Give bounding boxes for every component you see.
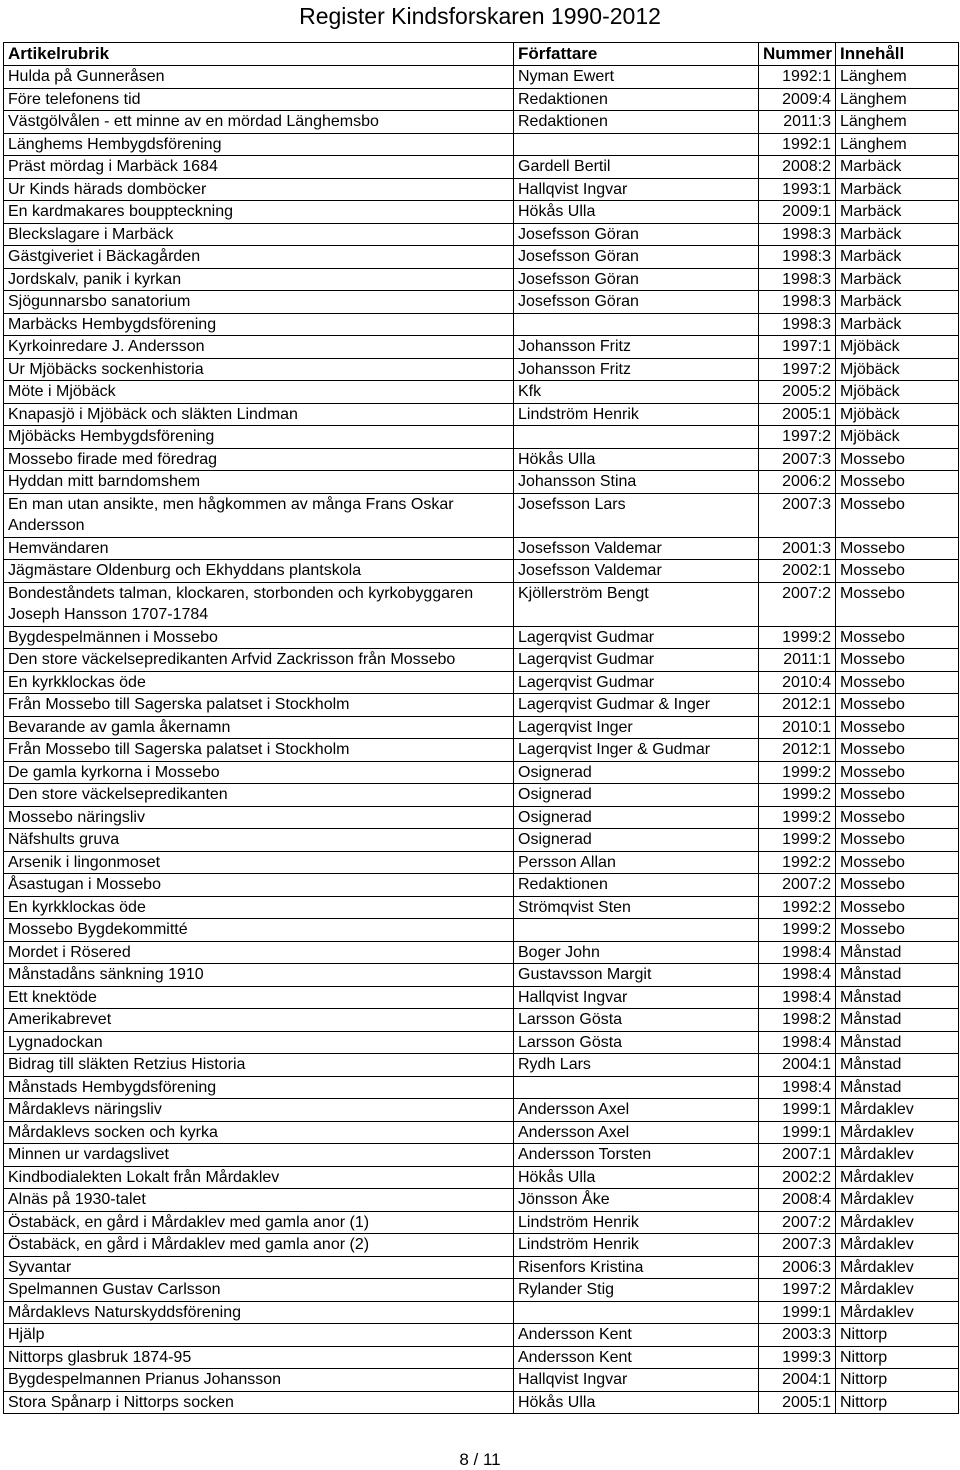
cell-title: Mossebo Bygdekommitté <box>4 919 514 942</box>
table-row <box>4 1301 959 1324</box>
cell-number: 2007:1 <box>759 1144 836 1167</box>
cell-number: 1998:2 <box>759 1009 836 1032</box>
table-row <box>4 178 959 201</box>
cell-title: Ett knektöde <box>4 986 514 1009</box>
table-row <box>4 133 959 156</box>
cell-content: Mossebo <box>836 471 959 494</box>
cell-title: Hemvändaren <box>4 537 514 560</box>
table-row <box>4 471 959 494</box>
cell-content: Mossebo <box>836 626 959 649</box>
cell-number: 2009:4 <box>759 88 836 111</box>
header-content: Innehåll <box>836 43 959 66</box>
table-row <box>4 1031 959 1054</box>
table-row <box>4 313 959 336</box>
table-row <box>4 246 959 269</box>
cell-content: Marbäck <box>836 156 959 179</box>
cell-number: 1998:3 <box>759 246 836 269</box>
cell-number: 2007:2 <box>759 582 836 626</box>
cell-number: 2002:2 <box>759 1166 836 1189</box>
table-row <box>4 1009 959 1032</box>
table-row <box>4 403 959 426</box>
cell-author: Johansson Fritz <box>514 358 759 381</box>
cell-number: 1999:2 <box>759 761 836 784</box>
table-row <box>4 694 959 717</box>
cell-title: Ur Kinds härads domböcker <box>4 178 514 201</box>
cell-author: Josefsson Valdemar <box>514 537 759 560</box>
cell-author: Boger John <box>514 941 759 964</box>
page-title: Register Kindsforskaren 1990-2012 <box>299 3 661 29</box>
cell-title: Minnen ur vardagslivet <box>4 1144 514 1167</box>
cell-number: 2009:1 <box>759 201 836 224</box>
cell-content: Länghem <box>836 111 959 134</box>
cell-number: 2006:3 <box>759 1256 836 1279</box>
table-row <box>4 1324 959 1347</box>
table-row <box>4 874 959 897</box>
cell-title: Länghems Hembygdsförening <box>4 133 514 156</box>
cell-title: Stora Spånarp i Nittorps socken <box>4 1391 514 1414</box>
cell-title: Mårdaklevs socken och kyrka <box>4 1121 514 1144</box>
cell-author: Larsson Gösta <box>514 1009 759 1032</box>
cell-author: Lindström Henrik <box>514 1234 759 1257</box>
cell-author: Josefsson Göran <box>514 268 759 291</box>
cell-author: Jönsson Åke <box>514 1189 759 1212</box>
cell-number: 1993:1 <box>759 178 836 201</box>
table-row <box>4 716 959 739</box>
cell-author: Josefsson Lars <box>514 493 759 537</box>
cell-number: 1998:4 <box>759 986 836 1009</box>
cell-content: Mossebo <box>836 671 959 694</box>
header-row <box>4 43 959 66</box>
cell-author: Josefsson Valdemar <box>514 560 759 583</box>
cell-title: Mossebo firade med föredrag <box>4 448 514 471</box>
header-number: Nummer <box>759 43 836 66</box>
table-row <box>4 448 959 471</box>
cell-content: Nittorp <box>836 1369 959 1392</box>
cell-content: Mossebo <box>836 649 959 672</box>
table-row <box>4 626 959 649</box>
cell-title: Månstadåns sänkning 1910 <box>4 964 514 987</box>
cell-content: Länghem <box>836 133 959 156</box>
cell-title: Bevarande av gamla åkernamn <box>4 716 514 739</box>
cell-author: Gardell Bertil <box>514 156 759 179</box>
table-row <box>4 537 959 560</box>
cell-author: Andersson Kent <box>514 1324 759 1347</box>
cell-author: Lagerqvist Gudmar & Inger <box>514 694 759 717</box>
cell-content: Mossebo <box>836 716 959 739</box>
cell-author: Hallqvist Ingvar <box>514 1369 759 1392</box>
cell-number: 1998:4 <box>759 1076 836 1099</box>
cell-content: Mossebo <box>836 560 959 583</box>
cell-content: Månstad <box>836 1054 959 1077</box>
cell-title: Kyrkoinredare J. Andersson <box>4 336 514 359</box>
cell-author: Hökås Ulla <box>514 201 759 224</box>
cell-author: Andersson Torsten <box>514 1144 759 1167</box>
cell-title: Bygdespelmännen i Mossebo <box>4 626 514 649</box>
cell-author <box>514 919 759 942</box>
table-row <box>4 1346 959 1369</box>
cell-content: Marbäck <box>836 178 959 201</box>
cell-number: 1992:2 <box>759 851 836 874</box>
cell-number: 2012:1 <box>759 739 836 762</box>
cell-content: Marbäck <box>836 291 959 314</box>
cell-content: Nittorp <box>836 1346 959 1369</box>
cell-title: Arsenik i lingonmoset <box>4 851 514 874</box>
cell-title: Bleckslagare i Marbäck <box>4 223 514 246</box>
table-row <box>4 1099 959 1122</box>
cell-title: Östabäck, en gård i Mårdaklev med gamla anor (1) <box>4 1211 514 1234</box>
cell-content: Månstad <box>836 1009 959 1032</box>
cell-author <box>514 426 759 449</box>
cell-number: 2006:2 <box>759 471 836 494</box>
cell-title: Knapasjö i Mjöbäck och släkten Lindman <box>4 403 514 426</box>
cell-author: Kjöllerström Bengt <box>514 582 759 626</box>
cell-title: Bygdespelmannen Prianus Johansson <box>4 1369 514 1392</box>
table-row <box>4 66 959 89</box>
table-row <box>4 1279 959 1302</box>
cell-author: Rydh Lars <box>514 1054 759 1077</box>
cell-content: Mossebo <box>836 448 959 471</box>
cell-author: Osignerad <box>514 829 759 852</box>
cell-content: Mossebo <box>836 874 959 897</box>
cell-content: Månstad <box>836 941 959 964</box>
cell-author: Andersson Axel <box>514 1121 759 1144</box>
table-row <box>4 671 959 694</box>
cell-title: En kardmakares bouppteckning <box>4 201 514 224</box>
cell-content: Marbäck <box>836 268 959 291</box>
cell-author: Hökås Ulla <box>514 1166 759 1189</box>
table-row <box>4 964 959 987</box>
cell-author: Hallqvist Ingvar <box>514 178 759 201</box>
table-row <box>4 1391 959 1414</box>
cell-title: Amerikabrevet <box>4 1009 514 1032</box>
cell-author: Lagerqvist Inger <box>514 716 759 739</box>
cell-title: Mårdaklevs Naturskyddsförening <box>4 1301 514 1324</box>
cell-number: 2003:3 <box>759 1324 836 1347</box>
table-row <box>4 1144 959 1167</box>
cell-number: 2008:2 <box>759 156 836 179</box>
cell-title: Marbäcks Hembygdsförening <box>4 313 514 336</box>
cell-content: Mossebo <box>836 919 959 942</box>
table-row <box>4 88 959 111</box>
cell-title: Möte i Mjöbäck <box>4 381 514 404</box>
cell-author: Nyman Ewert <box>514 66 759 89</box>
cell-title: Bidrag till släkten Retzius Historia <box>4 1054 514 1077</box>
cell-author: Strömqvist Sten <box>514 896 759 919</box>
cell-title: Kindbodialekten Lokalt från Mårdaklev <box>4 1166 514 1189</box>
cell-title: Näfshults gruva <box>4 829 514 852</box>
cell-author: Lagerqvist Inger & Gudmar <box>514 739 759 762</box>
cell-author <box>514 1301 759 1324</box>
cell-content: Marbäck <box>836 223 959 246</box>
cell-content: Mossebo <box>836 537 959 560</box>
cell-title: Från Mossebo till Sagerska palatset i Stockholm <box>4 739 514 762</box>
cell-number: 1999:2 <box>759 806 836 829</box>
cell-number: 2004:1 <box>759 1054 836 1077</box>
cell-number: 2007:2 <box>759 874 836 897</box>
cell-title: Spelmannen Gustav Carlsson <box>4 1279 514 1302</box>
cell-content: Mårdaklev <box>836 1189 959 1212</box>
cell-author <box>514 133 759 156</box>
table-row <box>4 784 959 807</box>
cell-title: En man utan ansikte, men hågkommen av många Frans Oskar Andersson <box>4 493 514 537</box>
cell-author: Osignerad <box>514 806 759 829</box>
cell-author: Redaktionen <box>514 88 759 111</box>
cell-content: Nittorp <box>836 1324 959 1347</box>
cell-content: Länghem <box>836 66 959 89</box>
cell-content: Mårdaklev <box>836 1279 959 1302</box>
cell-title: De gamla kyrkorna i Mossebo <box>4 761 514 784</box>
cell-content: Länghem <box>836 88 959 111</box>
cell-author: Rylander Stig <box>514 1279 759 1302</box>
cell-title: Hulda på Gunneråsen <box>4 66 514 89</box>
cell-number: 1999:2 <box>759 784 836 807</box>
cell-author: Hökås Ulla <box>514 448 759 471</box>
cell-content: Mossebo <box>836 784 959 807</box>
cell-title: En kyrkklockas öde <box>4 671 514 694</box>
table-row <box>4 358 959 381</box>
cell-author: Larsson Gösta <box>514 1031 759 1054</box>
cell-number: 1999:2 <box>759 829 836 852</box>
cell-content: Mårdaklev <box>836 1256 959 1279</box>
cell-author: Persson Allan <box>514 851 759 874</box>
cell-content: Mossebo <box>836 739 959 762</box>
page-number: 8 / 11 <box>459 1450 501 1469</box>
cell-content: Nittorp <box>836 1391 959 1414</box>
table-row <box>4 1234 959 1257</box>
cell-number: 2008:4 <box>759 1189 836 1212</box>
cell-title: Syvantar <box>4 1256 514 1279</box>
cell-title: Från Mossebo till Sagerska palatset i Stockholm <box>4 694 514 717</box>
header-title: Artikelrubrik <box>4 43 514 66</box>
cell-title: Månstads Hembygdsförening <box>4 1076 514 1099</box>
cell-title: Nittorps glasbruk 1874-95 <box>4 1346 514 1369</box>
cell-content: Marbäck <box>836 201 959 224</box>
cell-number: 2004:1 <box>759 1369 836 1392</box>
table-row <box>4 1166 959 1189</box>
table-row <box>4 1054 959 1077</box>
table-row <box>4 649 959 672</box>
cell-title: Västgölvålen - ett minne av en mördad Länghemsbo <box>4 111 514 134</box>
cell-title: Lygnadockan <box>4 1031 514 1054</box>
cell-title: Alnäs på 1930-talet <box>4 1189 514 1212</box>
cell-title: Sjögunnarsbo sanatorium <box>4 291 514 314</box>
cell-number: 1997:2 <box>759 358 836 381</box>
cell-number: 2007:3 <box>759 1234 836 1257</box>
cell-author: Risenfors Kristina <box>514 1256 759 1279</box>
cell-author: Kfk <box>514 381 759 404</box>
cell-title: Hjälp <box>4 1324 514 1347</box>
cell-content: Mossebo <box>836 694 959 717</box>
table-row <box>4 986 959 1009</box>
table-row <box>4 156 959 179</box>
cell-author: Johansson Fritz <box>514 336 759 359</box>
table-row <box>4 268 959 291</box>
cell-number: 2001:3 <box>759 537 836 560</box>
table-row <box>4 291 959 314</box>
cell-content: Mårdaklev <box>836 1099 959 1122</box>
cell-author: Josefsson Göran <box>514 291 759 314</box>
cell-author: Andersson Axel <box>514 1099 759 1122</box>
cell-content: Mårdaklev <box>836 1234 959 1257</box>
cell-title: Bondeståndets talman, klockaren, storbonden och kyrkobyggaren Joseph Hansson 1707-1784 <box>4 582 514 626</box>
cell-title: Åsastugan i Mossebo <box>4 874 514 897</box>
cell-content: Marbäck <box>836 313 959 336</box>
cell-number: 1992:1 <box>759 133 836 156</box>
cell-author: Osignerad <box>514 784 759 807</box>
cell-number: 1997:1 <box>759 336 836 359</box>
cell-title: Östabäck, en gård i Mårdaklev med gamla anor (2) <box>4 1234 514 1257</box>
cell-number: 1992:1 <box>759 66 836 89</box>
cell-number: 2011:3 <box>759 111 836 134</box>
cell-author: Redaktionen <box>514 874 759 897</box>
table-row <box>4 493 959 537</box>
cell-author: Redaktionen <box>514 111 759 134</box>
cell-author: Hallqvist Ingvar <box>514 986 759 1009</box>
cell-title: Hyddan mitt barndomshem <box>4 471 514 494</box>
cell-author: Lagerqvist Gudmar <box>514 626 759 649</box>
cell-number: 2002:1 <box>759 560 836 583</box>
table-row <box>4 739 959 762</box>
cell-content: Mjöbäck <box>836 336 959 359</box>
cell-author: Lagerqvist Gudmar <box>514 671 759 694</box>
cell-title: Den store väckelsepredikanten Arfvid Zackrisson från Mossebo <box>4 649 514 672</box>
cell-title: Präst mördag i Marbäck 1684 <box>4 156 514 179</box>
cell-author <box>514 313 759 336</box>
cell-author: Lindström Henrik <box>514 403 759 426</box>
cell-content: Marbäck <box>836 246 959 269</box>
cell-number: 2007:3 <box>759 448 836 471</box>
cell-number: 1998:4 <box>759 964 836 987</box>
cell-content: Mårdaklev <box>836 1211 959 1234</box>
cell-title: Mårdaklevs näringsliv <box>4 1099 514 1122</box>
cell-content: Mossebo <box>836 851 959 874</box>
table-row <box>4 941 959 964</box>
cell-number: 1999:1 <box>759 1121 836 1144</box>
table-row <box>4 1256 959 1279</box>
cell-number: 1997:2 <box>759 1279 836 1302</box>
cell-title: Mordet i Rösered <box>4 941 514 964</box>
cell-title: Jordskalv, panik i kyrkan <box>4 268 514 291</box>
cell-title: Den store väckelsepredikanten <box>4 784 514 807</box>
cell-number: 1997:2 <box>759 426 836 449</box>
cell-number: 1998:4 <box>759 941 836 964</box>
table-row <box>4 582 959 626</box>
cell-content: Mossebo <box>836 896 959 919</box>
cell-content: Mossebo <box>836 582 959 626</box>
cell-author: Johansson Stina <box>514 471 759 494</box>
cell-content: Månstad <box>836 1031 959 1054</box>
cell-title: Gästgiveriet i Bäckagården <box>4 246 514 269</box>
header-author: Författare <box>514 43 759 66</box>
table-row <box>4 1369 959 1392</box>
cell-title: En kyrkklockas öde <box>4 896 514 919</box>
cell-author: Lindström Henrik <box>514 1211 759 1234</box>
cell-number: 1998:3 <box>759 223 836 246</box>
cell-number: 2005:1 <box>759 403 836 426</box>
table-row <box>4 201 959 224</box>
cell-content: Mjöbäck <box>836 426 959 449</box>
cell-author: Hökås Ulla <box>514 1391 759 1414</box>
cell-content: Mjöbäck <box>836 403 959 426</box>
cell-number: 2010:4 <box>759 671 836 694</box>
table-row <box>4 1076 959 1099</box>
cell-author: Gustavsson Margit <box>514 964 759 987</box>
cell-number: 1998:3 <box>759 268 836 291</box>
cell-content: Mårdaklev <box>836 1121 959 1144</box>
cell-content: Mossebo <box>836 806 959 829</box>
cell-title: Mjöbäcks Hembygdsförening <box>4 426 514 449</box>
cell-number: 2011:1 <box>759 649 836 672</box>
cell-number: 1999:2 <box>759 626 836 649</box>
table-row <box>4 919 959 942</box>
cell-author: Osignerad <box>514 761 759 784</box>
table-row <box>4 1211 959 1234</box>
cell-number: 1998:4 <box>759 1031 836 1054</box>
cell-title: Ur Mjöbäcks sockenhistoria <box>4 358 514 381</box>
cell-number: 2007:2 <box>759 1211 836 1234</box>
cell-content: Mårdaklev <box>836 1301 959 1324</box>
cell-number: 1992:2 <box>759 896 836 919</box>
cell-author: Josefsson Göran <box>514 246 759 269</box>
cell-title: Mossebo näringsliv <box>4 806 514 829</box>
cell-content: Mjöbäck <box>836 381 959 404</box>
cell-title: Före telefonens tid <box>4 88 514 111</box>
register-table <box>3 42 959 1414</box>
cell-content: Mjöbäck <box>836 358 959 381</box>
cell-number: 2005:1 <box>759 1391 836 1414</box>
table-row <box>4 761 959 784</box>
table-row <box>4 381 959 404</box>
table-row <box>4 223 959 246</box>
cell-number: 1999:1 <box>759 1301 836 1324</box>
cell-content: Mårdaklev <box>836 1144 959 1167</box>
table-row <box>4 1189 959 1212</box>
table-row <box>4 336 959 359</box>
cell-content: Mossebo <box>836 829 959 852</box>
cell-number: 1998:3 <box>759 313 836 336</box>
cell-author: Lagerqvist Gudmar <box>514 649 759 672</box>
cell-content: Månstad <box>836 964 959 987</box>
table-row <box>4 806 959 829</box>
table-row <box>4 111 959 134</box>
table-row <box>4 560 959 583</box>
cell-author <box>514 1076 759 1099</box>
cell-content: Mårdaklev <box>836 1166 959 1189</box>
cell-number: 1998:3 <box>759 291 836 314</box>
cell-content: Mossebo <box>836 761 959 784</box>
table-row <box>4 896 959 919</box>
cell-author: Andersson Kent <box>514 1346 759 1369</box>
cell-number: 2012:1 <box>759 694 836 717</box>
table-row <box>4 1121 959 1144</box>
cell-number: 1999:1 <box>759 1099 836 1122</box>
cell-content: Månstad <box>836 1076 959 1099</box>
cell-title: Jägmästare Oldenburg och Ekhyddans plantskola <box>4 560 514 583</box>
table-row <box>4 851 959 874</box>
cell-number: 1999:2 <box>759 919 836 942</box>
cell-author: Josefsson Göran <box>514 223 759 246</box>
cell-number: 2010:1 <box>759 716 836 739</box>
cell-content: Mossebo <box>836 493 959 537</box>
cell-number: 2005:2 <box>759 381 836 404</box>
table-body <box>4 66 959 1414</box>
cell-number: 1999:3 <box>759 1346 836 1369</box>
cell-content: Månstad <box>836 986 959 1009</box>
table-row <box>4 829 959 852</box>
cell-number: 2007:3 <box>759 493 836 537</box>
table-row <box>4 426 959 449</box>
